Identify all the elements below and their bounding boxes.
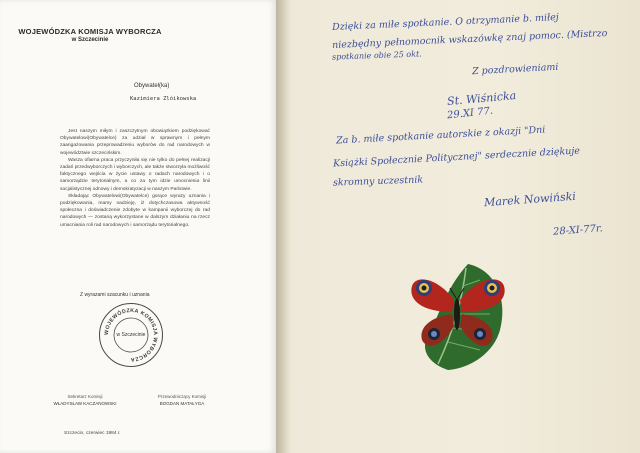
entry1-line-2: niezbędny pełnomocnik wskazówkę znaj pomoc. (Mistrzo (331, 27, 608, 52)
entry1-line-4: Z pozdrowieniami (471, 61, 559, 78)
entry1-signature: St. Wiśnicka (446, 89, 517, 108)
letterhead-city: w Szczecinie (71, 37, 109, 43)
butterfly-leaf-icon (408, 260, 508, 372)
entry2-date: 28-XI-77r. (552, 223, 604, 238)
letter-paragraph-3: Składając Obywatelowi(Obywatelce) gorące wyrazy uznania i podziękowania, mamy nadzieję, iż dotychczasowa aktywność społeczna i doświadczenie zdobyte w kampanii wyborczej do rad narodowych — zostaną wykorzystane w dalszym działaniu na rzecz umacniania roli rad narodowych i samorządu terytorialnego. (60, 193, 210, 228)
book-gutter (276, 0, 290, 453)
left-page-letter (0, 0, 276, 453)
entry1-line-3: spotkanie obie 25 okt. (331, 49, 422, 62)
official-stamp (99, 303, 163, 367)
entry1-line-1: Dzięki za miłe spotkanie. O otrzymanie b. miłej (331, 12, 559, 33)
entry2-line-2: Książki Społecznie Politycznej" serdecznie dziękuje (332, 145, 581, 170)
entry2-line-1: Za b. miłe spotkanie autorskie z okazji "Dni (335, 124, 546, 147)
entry2-signature: Marek Nowiński (483, 189, 577, 210)
letter-paragraph-2: Wasza ofiarna praca przyczyniła się nie tylko do pełnej realizacji zadań przedwyborczych i wyborczych, ale także stworzyła możliwość faktycznego wejścia w życie ustawy o radach narodowych i o samorządzie terytorialnym, a co za tym idzie umocnienia linii socjalistycznej odnowy i demokratyzacji w naszym Państwie. (60, 157, 210, 192)
entry2-line-3: skromny uczestnik (332, 174, 424, 189)
butterfly-sticker (408, 260, 508, 372)
chairman-name: BOGDAN MATAŁYGA (159, 401, 205, 406)
stamp-center-text: w Szczecinie (116, 332, 146, 338)
chairman-role: Przewodniczący Komisji (157, 394, 207, 399)
letter-paragraph-1: Jest naszym miłym i zaszczytnym obowiązkiem podziękować Obywatelowi(Obywatelce) za udział w sprawnym i pełnym zaangażowania przeprowadzeniu wyborów do rad narodowych w województwie szczecińskim. (60, 129, 210, 156)
stamp-ring-text: WOJEWÓDZKA KOMISJA WYBORCZA (103, 307, 159, 363)
recipient-name: Kazimiera Zlóikowska (130, 96, 197, 102)
letterhead-organization: WOJEWÓDZKA KOMISJA WYBORCZA (18, 27, 162, 36)
secretary-role: Sekretarz Komisji (67, 394, 103, 399)
place-and-date: Szczecin, czerwiec 1984 r. (64, 431, 121, 436)
letter-body (60, 128, 210, 229)
salutation: Obywatel(ka) (134, 83, 170, 89)
secretary-name: WŁADYSŁAW KACZANOWSKI (53, 401, 117, 406)
entry1-date: 29.XI 77. (446, 105, 494, 122)
signature-block-secretary (40, 394, 130, 406)
signature-block-chairman (137, 394, 227, 406)
closing-line: Z wyrazami szacunku i uznania (80, 292, 150, 298)
